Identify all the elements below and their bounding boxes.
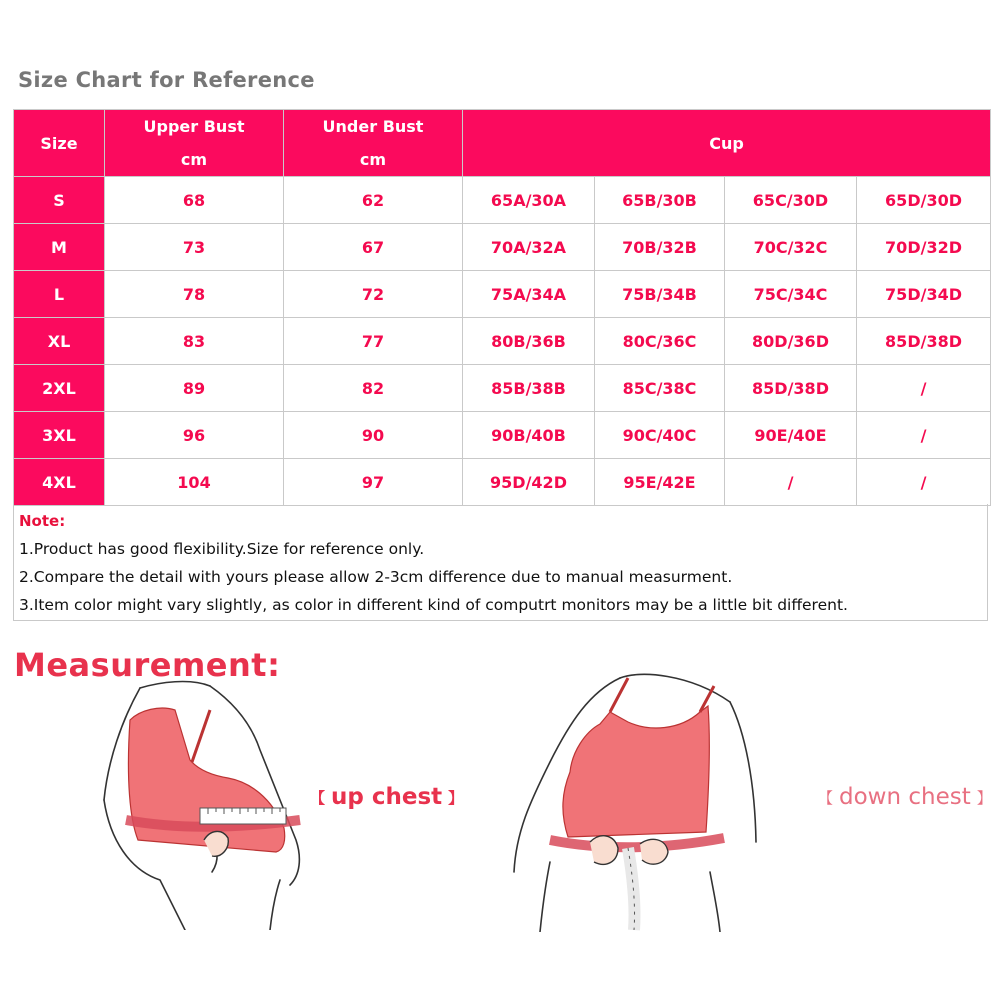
size-cell: S	[14, 177, 105, 224]
cup-cell: 75D/34D	[857, 271, 991, 318]
measuring-tape	[550, 838, 724, 847]
bra-strap	[192, 710, 210, 762]
cup-cell: 80B/36B	[463, 318, 595, 365]
table-row	[14, 365, 991, 412]
table-row	[14, 224, 991, 271]
cup-header: Cup	[463, 110, 991, 177]
under-bust-cell: 82	[284, 365, 463, 412]
cup-cell: 65C/30D	[725, 177, 857, 224]
up-chest-illustration	[100, 680, 310, 930]
cup-cell: 80D/36D	[725, 318, 857, 365]
size-cell: 4XL	[14, 459, 105, 506]
size-cell: M	[14, 224, 105, 271]
cup-cell: 75B/34B	[595, 271, 725, 318]
down-chest-illustration	[510, 672, 760, 932]
upper-bust-cell: 78	[105, 271, 284, 318]
under-bust-cell: 90	[284, 412, 463, 459]
back-outline	[730, 702, 756, 842]
right-hand	[640, 839, 668, 864]
belly-outline	[270, 880, 280, 930]
cup-cell: 70A/32A	[463, 224, 595, 271]
bra-shape	[563, 706, 709, 837]
cup-cell: /	[857, 365, 991, 412]
cup-cell: 85B/38B	[463, 365, 595, 412]
bracket-open: 【	[310, 789, 326, 807]
cup-cell: 65A/30A	[463, 177, 595, 224]
upper-bust-cell: 104	[105, 459, 284, 506]
upper-bust-label: Upper Bust	[143, 117, 245, 136]
under-bust-cell: 62	[284, 177, 463, 224]
cup-cell: 95D/42D	[463, 459, 595, 506]
cup-cell: /	[857, 412, 991, 459]
bracket-close: 】	[976, 789, 992, 807]
body-left-outline	[540, 862, 550, 932]
notes-box	[13, 504, 988, 621]
under-bust-label: Under Bust	[322, 117, 424, 136]
under-bust-cell: 67	[284, 224, 463, 271]
cup-cell: 85C/38C	[595, 365, 725, 412]
up-chest-text: up chest	[331, 784, 443, 810]
table-row	[14, 412, 991, 459]
upper-bust-cell: 83	[105, 318, 284, 365]
cup-cell: 65B/30B	[595, 177, 725, 224]
size-cell: 3XL	[14, 412, 105, 459]
left-hand	[590, 836, 618, 865]
bra-straps	[610, 678, 714, 712]
cup-cell: 85D/38D	[725, 365, 857, 412]
cup-cell: 90B/40B	[463, 412, 595, 459]
size-cell: XL	[14, 318, 105, 365]
under-bust-cell: 72	[284, 271, 463, 318]
shoulder-outline	[140, 682, 210, 688]
cup-cell: 65D/30D	[857, 177, 991, 224]
down-chest-label	[812, 784, 998, 810]
hand	[204, 831, 228, 856]
cup-cell: 70C/32C	[725, 224, 857, 271]
cup-cell: 75A/34A	[463, 271, 595, 318]
cup-cell: 95E/42E	[595, 459, 725, 506]
size-header: Size	[14, 110, 105, 177]
size-cell: L	[14, 271, 105, 318]
upper-bust-unit: cm	[180, 150, 208, 169]
tape-end	[200, 808, 286, 824]
under-bust-cell: 77	[284, 318, 463, 365]
upper-bust-cell: 89	[105, 365, 284, 412]
upper-bust-cell: 73	[105, 224, 284, 271]
chart-title: Size Chart for Reference	[18, 68, 315, 92]
upper-bust-header	[105, 110, 284, 177]
up-chest-label	[304, 784, 469, 810]
cup-cell: 70B/32B	[595, 224, 725, 271]
measurement-title: Measurement:	[14, 646, 281, 684]
cup-cell: /	[725, 459, 857, 506]
header-row	[14, 110, 991, 177]
cup-cell: 90C/40C	[595, 412, 725, 459]
bracket-close: 】	[448, 789, 464, 807]
under-bust-cell: 97	[284, 459, 463, 506]
cup-cell: 90E/40E	[725, 412, 857, 459]
cup-cell: 70D/32D	[857, 224, 991, 271]
cup-cell: 80C/36C	[595, 318, 725, 365]
cup-cell: /	[857, 459, 991, 506]
cup-cell: 85D/38D	[857, 318, 991, 365]
size-chart-table	[13, 109, 991, 506]
note-title: Note:	[19, 512, 66, 530]
bracket-open: 【	[818, 789, 834, 807]
table-row	[14, 459, 991, 506]
down-chest-text: down chest	[839, 784, 971, 810]
cup-cell: 75C/34C	[725, 271, 857, 318]
note-line-2: 2.Compare the detail with yours please allow 2-3cm difference due to manual measurment.	[19, 568, 733, 586]
under-bust-unit: cm	[359, 150, 387, 169]
table-row	[14, 318, 991, 365]
upper-bust-cell: 68	[105, 177, 284, 224]
table-row	[14, 177, 991, 224]
body-right-outline	[710, 872, 720, 932]
note-line-3: 3.Item color might vary slightly, as color in different kind of computrt monitors may be a little bit different.	[19, 596, 848, 614]
table-row	[14, 271, 991, 318]
size-cell: 2XL	[14, 365, 105, 412]
note-line-1: 1.Product has good flexibility.Size for reference only.	[19, 540, 425, 558]
under-bust-header	[284, 110, 463, 177]
upper-bust-cell: 96	[105, 412, 284, 459]
